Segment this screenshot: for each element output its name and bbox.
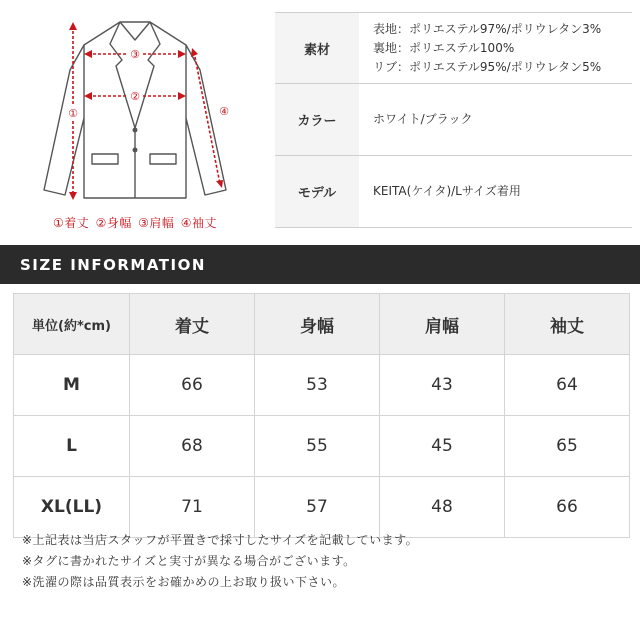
model-label: モデル [275,156,359,227]
jacket-pocket-right [150,154,176,164]
size-cell: 66 [505,477,630,538]
jacket-button-lower [133,148,138,153]
size-cell: 43 [380,355,505,416]
table-row [14,416,630,477]
size-label: M [14,355,130,416]
size-label: XL(LL) [14,477,130,538]
measurement-legend [10,214,260,231]
size-table-header [14,294,630,355]
size-information-banner: SIZE INFORMATION [0,245,640,284]
material-line: 表地：ポリエステル97%/ポリウレタン3% [373,21,602,36]
size-cell: 45 [380,416,505,477]
material-label: 素材 [275,13,359,83]
jacket-pocket-left [92,154,118,164]
jacket-illustration [0,0,270,214]
jacket-lapel-right [135,22,160,128]
legend-shoulder: ③肩幅 [138,216,175,230]
size-cell: 48 [380,477,505,538]
size-cell: 66 [130,355,255,416]
jacket-diagram [0,0,270,245]
header-length: 着丈 [130,294,255,355]
material-line: リブ：ポリエステル95%/ポリウレタン5% [373,59,602,74]
header-sleeve: 袖丈 [505,294,630,355]
product-spec-table [275,12,632,228]
legend-length: ①着丈 [52,216,90,230]
legend-width: ②身幅 [95,216,132,230]
color-label: カラー [275,84,359,155]
jacket-button-upper [133,128,138,133]
note-line: ※タグに書かれたサイズと実寸が異なる場合がございます。 [22,554,356,568]
jacket-lapel-left [110,22,135,128]
size-cell: 53 [255,355,380,416]
notes [22,530,418,593]
spec-row-material [275,12,632,84]
size-label: L [14,416,130,477]
size-cell: 64 [505,355,630,416]
size-cell: 65 [505,416,630,477]
size-cell: 55 [255,416,380,477]
legend-sleeve: ④袖丈 [180,216,218,230]
spec-row-color [275,84,632,156]
size-cell: 57 [255,477,380,538]
header-width: 身幅 [255,294,380,355]
header-unit: 単位(約*cm) [14,294,130,355]
jacket-collar-line [120,22,150,40]
model-value: KEITA(ケイタ)/Lサイズ着用 [373,184,521,198]
color-value: ホワイト/ブラック [373,112,473,126]
header-shoulder: 肩幅 [380,294,505,355]
marker-4: ④ [219,105,229,118]
marker-1: ① [68,107,78,120]
note-line: ※上記表は当店スタッフが平置きで採寸したサイズを記載しています。 [22,533,419,547]
size-cell: 68 [130,416,255,477]
spec-row-model [275,156,632,228]
marker-3: ③ [130,48,140,61]
material-value [359,13,632,83]
material-line: 裏地：ポリエステル100% [373,40,515,55]
marker-2: ② [130,90,140,103]
table-row [14,355,630,416]
note-line: ※洗濯の際は品質表示をお確かめの上お取り扱い下さい。 [22,575,346,589]
size-cell: 71 [130,477,255,538]
size-table [13,293,630,538]
table-row [14,477,630,538]
